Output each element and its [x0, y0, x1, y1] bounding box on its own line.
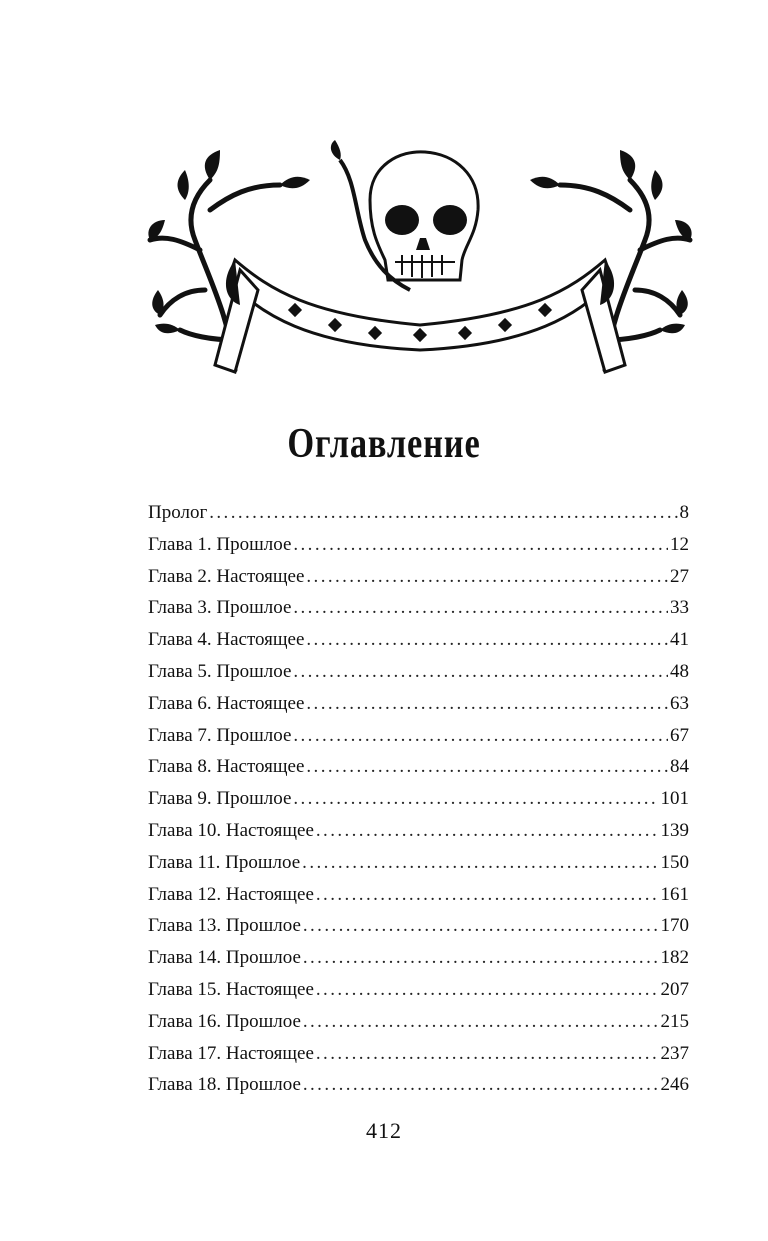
- dot-leader: [316, 1038, 659, 1070]
- dot-leader: [316, 974, 659, 1006]
- toc-entry-page: 33: [670, 597, 689, 619]
- toc-entry-chapter-12[interactable]: [148, 879, 689, 911]
- toc-entry-page: 170: [660, 915, 689, 937]
- toc-entry-label: Глава 17. Настоящее: [148, 1042, 314, 1064]
- toc-entry-label: Глава 1. Прошлое: [148, 533, 292, 555]
- toc-entry-page: 182: [660, 947, 689, 969]
- toc-entry-page: 139: [660, 819, 689, 841]
- dot-leader: [209, 497, 677, 529]
- dot-leader: [293, 592, 668, 624]
- dot-leader: [293, 529, 668, 561]
- toc-entry-page: 246: [660, 1074, 689, 1096]
- toc-entry-page: 67: [670, 724, 689, 746]
- toc-entry-chapter-4[interactable]: [148, 624, 689, 656]
- toc-entry-page: 12: [670, 533, 689, 555]
- toc-entry-label: Глава 16. Прошлое: [148, 1010, 301, 1032]
- toc-entry-chapter-18[interactable]: [148, 1069, 689, 1101]
- toc-entry-label: Глава 18. Прошлое: [148, 1074, 301, 1096]
- toc-entry-label: Глава 3. Прошлое: [148, 597, 292, 619]
- toc-entry-chapter-7[interactable]: [148, 720, 689, 752]
- dot-leader: [303, 1069, 659, 1101]
- toc-entry-label: Глава 12. Настоящее: [148, 883, 314, 905]
- skull-ornament-icon: [140, 140, 700, 380]
- toc-entry-chapter-15[interactable]: [148, 974, 689, 1006]
- toc-entry-chapter-16[interactable]: [148, 1006, 689, 1038]
- dot-leader: [293, 720, 668, 752]
- toc-entry-chapter-10[interactable]: [148, 815, 689, 847]
- toc-title: Оглавление: [287, 421, 481, 467]
- toc-entry-page: 215: [660, 1010, 689, 1032]
- toc-entry-label: Глава 13. Прошлое: [148, 915, 301, 937]
- toc-entry-chapter-8[interactable]: [148, 751, 689, 783]
- table-of-contents: [148, 497, 689, 1101]
- toc-entry-page: 41: [670, 629, 689, 651]
- dot-leader: [303, 942, 659, 974]
- toc-entry-label: Глава 2. Настоящее: [148, 565, 305, 587]
- toc-entry-label: Глава 14. Прошлое: [148, 947, 301, 969]
- toc-entry-page: 101: [660, 788, 689, 810]
- dot-leader: [306, 624, 668, 656]
- toc-entry-prologue[interactable]: [148, 497, 689, 529]
- dot-leader: [316, 879, 659, 911]
- toc-entry-page: 237: [660, 1042, 689, 1064]
- toc-entry-label: Глава 7. Прошлое: [148, 724, 292, 746]
- toc-entry-chapter-13[interactable]: [148, 910, 689, 942]
- toc-entry-label: Глава 6. Настоящее: [148, 692, 305, 714]
- toc-entry-label: Глава 15. Настоящее: [148, 978, 314, 1000]
- toc-entry-page: 161: [660, 883, 689, 905]
- page-number: 412: [366, 1118, 402, 1143]
- toc-entry-label: Глава 5. Прошлое: [148, 660, 292, 682]
- dot-leader: [302, 847, 658, 879]
- toc-entry-chapter-1[interactable]: [148, 529, 689, 561]
- toc-entry-label: Глава 11. Прошлое: [148, 851, 301, 873]
- toc-entry-page: 27: [670, 565, 689, 587]
- toc-entry-label: Глава 4. Настоящее: [148, 629, 305, 651]
- dot-leader: [303, 910, 659, 942]
- toc-entry-chapter-5[interactable]: [148, 656, 689, 688]
- dot-leader: [306, 561, 668, 593]
- dot-leader: [306, 688, 668, 720]
- dot-leader: [293, 656, 668, 688]
- toc-entry-chapter-14[interactable]: [148, 942, 689, 974]
- toc-entry-label: Глава 9. Прошлое: [148, 788, 292, 810]
- toc-entry-label: Глава 10. Настоящее: [148, 819, 314, 841]
- dot-leader: [293, 783, 658, 815]
- toc-entry-chapter-11[interactable]: [148, 847, 689, 879]
- toc-entry-chapter-17[interactable]: [148, 1038, 689, 1070]
- dot-leader: [316, 815, 659, 847]
- toc-entry-page: 84: [670, 756, 689, 778]
- toc-entry-page: 207: [660, 978, 689, 1000]
- toc-entry-page: 8: [679, 502, 689, 523]
- toc-entry-page: 48: [670, 660, 689, 682]
- toc-entry-chapter-6[interactable]: [148, 688, 689, 720]
- toc-entry-page: 63: [670, 692, 689, 714]
- dot-leader: [303, 1006, 659, 1038]
- toc-entry-chapter-9[interactable]: [148, 783, 689, 815]
- toc-entry-label: Пролог: [148, 502, 208, 523]
- toc-entry-chapter-2[interactable]: [148, 561, 689, 593]
- toc-entry-chapter-3[interactable]: [148, 592, 689, 624]
- toc-entry-page: 150: [660, 851, 689, 873]
- toc-entry-label: Глава 8. Настоящее: [148, 756, 305, 778]
- dot-leader: [306, 751, 668, 783]
